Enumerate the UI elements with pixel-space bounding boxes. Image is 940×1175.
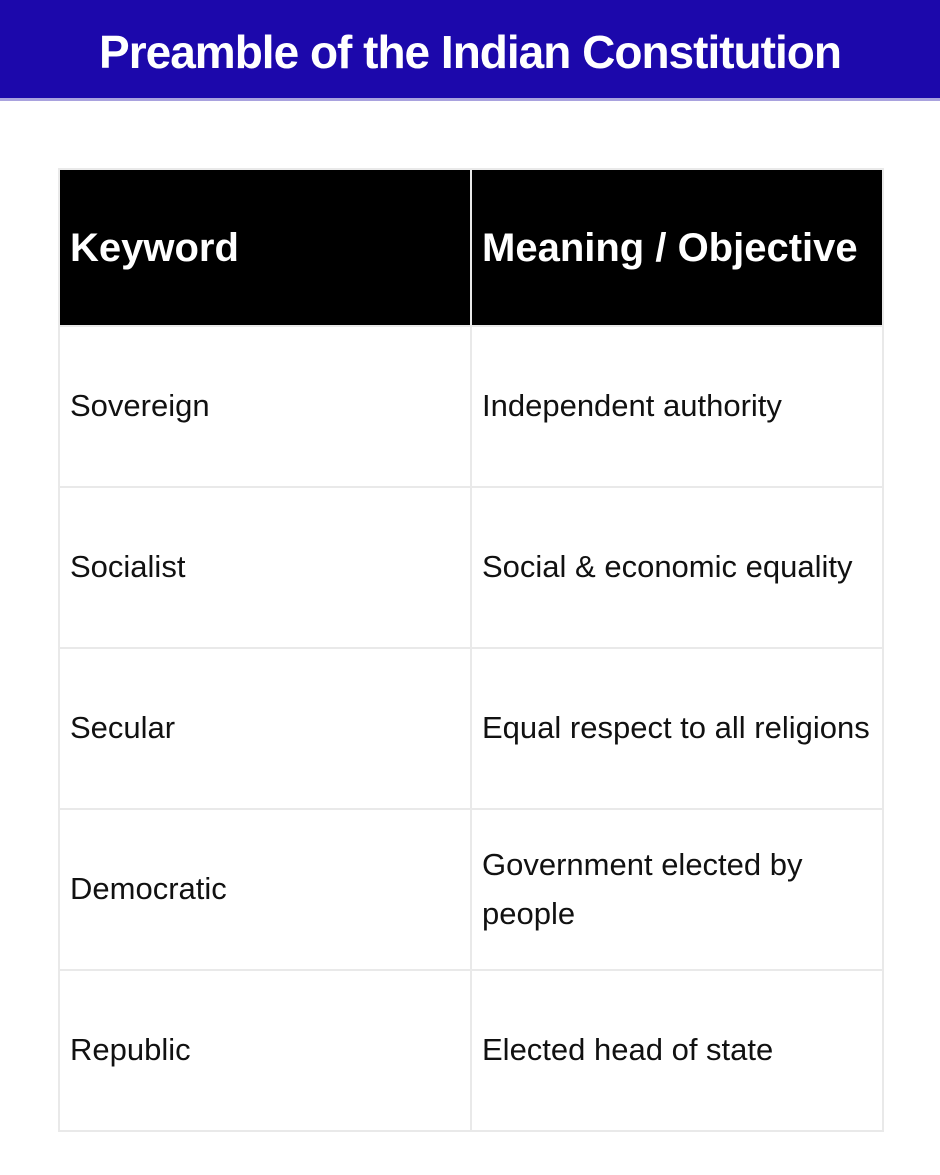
keyword-cell: Democratic bbox=[59, 809, 471, 970]
column-header-keyword: Keyword bbox=[59, 169, 471, 326]
keyword-cell: Sovereign bbox=[59, 326, 471, 487]
meaning-cell: Independent authority bbox=[471, 326, 883, 487]
meaning-cell: Elected head of state bbox=[471, 970, 883, 1131]
meaning-cell: Social & economic equality bbox=[471, 487, 883, 648]
table-row-secular bbox=[59, 648, 883, 809]
table-row-sovereign bbox=[59, 326, 883, 487]
table-body bbox=[59, 326, 883, 1131]
keyword-cell: Socialist bbox=[59, 487, 471, 648]
column-header-meaning: Meaning / Objective bbox=[471, 169, 883, 326]
meaning-cell: Equal respect to all religions bbox=[471, 648, 883, 809]
page-title: Preamble of the Indian Constitution bbox=[99, 26, 841, 78]
keyword-cell: Secular bbox=[59, 648, 471, 809]
table-row-socialist bbox=[59, 487, 883, 648]
table-row-democratic bbox=[59, 809, 883, 970]
table-row-republic bbox=[59, 970, 883, 1131]
table-header bbox=[59, 169, 883, 326]
preamble-table-container bbox=[58, 168, 882, 1132]
title-banner bbox=[0, 0, 940, 101]
header-row bbox=[59, 169, 883, 326]
keyword-cell: Republic bbox=[59, 970, 471, 1131]
preamble-table bbox=[58, 168, 884, 1132]
meaning-cell: Government elected by people bbox=[471, 809, 883, 970]
